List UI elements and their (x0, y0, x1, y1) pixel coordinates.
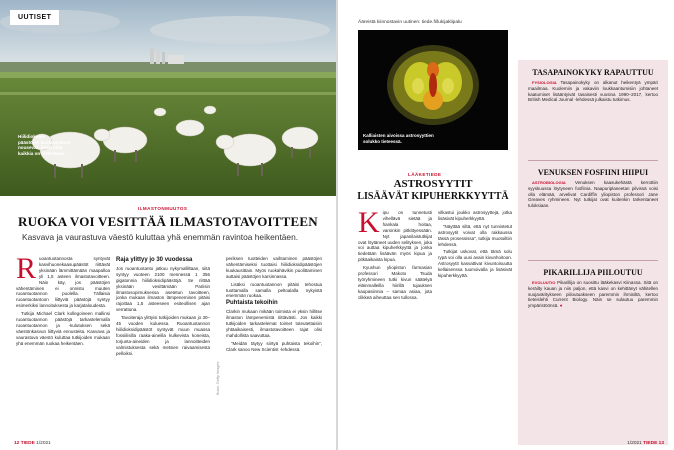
article-column-1 (16, 252, 110, 349)
sidebar-heading-2: VENUKSEN FOSFIINI HIIPUI (537, 168, 649, 177)
photo-credit: Kuva: Getty Images (216, 361, 220, 395)
subheading: Puhtaista tekoihin (226, 300, 278, 307)
sidebar-heading-1: TASAPAINOKYKY RAPAUTTUU (532, 68, 654, 77)
article-kicker: ILMASTONMUUTOS (138, 206, 188, 211)
article-headline-1: ASTROSYYTIT (393, 178, 473, 190)
sidebar-heading-3: PIKARILLIJA PIILOUTUU (543, 268, 643, 277)
sidebar-paragraph: Venuksen kaasukehästä kerrottiin syyskuussa löytyneen fosfiinia. Naapuriplaneetan pilvissä voisi olla elämää, arvelivat Cardiffin yliopiston professori Jane Greaves ryhmineen. Nyt tutkijat ovat kuitenkin tarkentaneet tuloksiaan. (528, 180, 658, 209)
end-bullet-icon: ● (559, 303, 563, 309)
sidebar-keyword: FYSIOLOGIA (532, 80, 557, 85)
subheading: Raja ylittyy jo 30 vuodessa (116, 257, 193, 263)
paragraph: “Näyttää siltä, että nyt tunnistetut astrosyytit voivat olla rakkaussa tässä prosessissa”, tutkija muotoiltiin lehdessä. (438, 223, 512, 247)
paragraph: Lisäksi ruoantuotannon pitäisi tehostua tuottamalla samalla peltoalalla nykyistä enemmän ruokaa. (226, 281, 322, 299)
article-column-2 (438, 210, 512, 281)
paragraph: Tavoiteraja ylittyisi tutkijoiden mukaan jo 30–45 vuoden kuluessa. Ruoantuotannon hiilidioksidipäästöt syntyvät muun muassa fossiilisilla raaka-aineilla kulkevista koneista, torjunta-aineiden ja lannoitteiden valmistuksesta sekä metsien raivaamisesta pelloiksi. (116, 315, 210, 356)
magazine-brand: TIEDE (643, 441, 658, 446)
page-number: 13 (658, 441, 664, 446)
article-kicker: LÄÄKETIEDE (408, 172, 442, 177)
sidebar-keyword: ASTROBIOLOGIA (532, 180, 566, 185)
paragraph: periksen tuotteiden vaihtaminen päästöjen vähentämiseksi tuottaisi hiilidioksidipäästöjen kuukausittain. Myös ruokahävikin puolittaminen auttaisi päästöjen karsinnassa. (226, 256, 322, 279)
article-headline: RUOKA VOI VESITTÄÄ ILMASTOTAVOITTEEN (18, 214, 318, 229)
top-caption: Ääreistä kiinnostavin uutinen: tiede.fi/lukijaklipalu (358, 20, 462, 25)
article-headline-2: LISÄÄVÄT KIPUHERKKYYTTÄ (357, 191, 509, 202)
hero-photo (0, 0, 336, 196)
footer-left (14, 441, 51, 446)
brain-caption: Kalliaisten aivoissa astrosyyttien solukko tieteessä. (363, 133, 434, 144)
section-tag: UUTISET (10, 10, 59, 25)
hero-caption: Hiilidioksidi- päästöjen kustannukset nousevat, joten niitä kaikkia on laskettava. (18, 134, 71, 156)
paragraph: Kyushun yliopiston farmasian professori Makoto Tsuda työryhmineen tutki kivun säätelyä eläinmalleilla hiirillä tujauksen kaupasiinnia – samaa asiaa, jota clikkeä aiheuttaa sen tullossa. (358, 265, 432, 300)
news-sidebar (518, 60, 668, 445)
paragraph: uoantuotannosta syntyvät kasvihuonekaasupäästöt riittävät yksinään lämmittämään maapalloa yli 1,5 asteen ilmastotavoitteen. Näin käy, jos päästöjen vähentäminen ei onnistu muuten ruoantuotannon puolella. Tällaisia ruoantuotantoon liittyviä päästöjä syntyy esimerkiksi lannoituksesta ja karjataloudesta. (16, 256, 110, 309)
pasture-image (0, 0, 336, 196)
dropcap: R (16, 252, 37, 285)
paragraph: vilkastui joukko astrosyyttejä, jotka lisäsivät kipuherkkyyttä. (438, 210, 512, 221)
sidebar-paragraph: Pikarillija on suosittu lääkekasvi Kiinassa. Sitä on keräilty kauan ja niin paljon, että kasvi on kehittänyt vähitellen suojaväritykseen piiloutuakseen paremmin ihmisiltä, kertoo tieteislehti Current Biology. Näin se sulautuu paremmin ympäristöönsä. (528, 280, 658, 309)
magazine-brand: TIEDE (20, 441, 35, 446)
sidebar-text-1 (528, 80, 658, 105)
article-column-2 (116, 256, 210, 359)
sidebar-divider (528, 160, 658, 161)
sidebar-text-3 (528, 280, 658, 311)
article-column-3 (226, 256, 322, 355)
brain-image (358, 30, 508, 150)
paragraph: Tutkija Michael Clark kollegoineen mallinsi ruoantuotannon päästöjä tarkastelemalla ruoantuotannon ja -kulutuksen sekä väestönkasvun liittyviä ennusteita. Kasvava ja vaurastuva väestö kuluttaa tutkijoiden mukaan yhä enemmän ruokaa heikentäen. (16, 311, 110, 346)
sidebar-divider (528, 260, 658, 261)
paragraph: ipu on tunnetusti vihellävä sietää ja hankala hoitaa, varsinkin pitkittyessään. Nyt japanilaistutkijat ovat löytäneet uuden selityksen, joka voi auttaa kipuherkkyyttä ja jonka tiedetään lisäävän myös kipua ja pitkäaikaista kipua. (358, 210, 432, 263)
dropcap: K (358, 206, 380, 239)
article-lead: Kasvava ja vaurastuva väestö kuluttaa yhä enemmän ravintoa heikentäen. (22, 232, 299, 242)
right-page (338, 0, 674, 450)
issue-number: 1/2021 (627, 441, 642, 446)
footer-right (627, 441, 664, 446)
paragraph: Clarkin mukaan mikään toimista ei yksin hillitse ilmaston lämpenemistä riittävästi. Jos kaikki tutkijoiden tarkastelemat toimet toteutettaisiin yhtäaikaisesti, ilmastotavoitteen rajat olisi mahdollista saavuttaa. (226, 309, 322, 338)
left-page (0, 0, 336, 450)
issue-number: 1/2021 (36, 441, 51, 446)
astrocyte-micrograph (358, 30, 508, 150)
sidebar-text-2 (528, 180, 658, 211)
page-number: 12 (14, 441, 20, 446)
paragraph: Tutkijat uskovat, että tämä solu rypä voi olla uusi avain kivunhoitoon. Astrosyytit kasvattivat kivuntoisuutta kellaisenssa tuumoivalla ja lisäsivät kipuherkkyyttä. (438, 249, 512, 279)
sidebar-paragraph: Tasapainokyky on alkanut heikentyä ympäri maailmaa. Kuolemiin ja vakaviin loukkaantumisiin johtaneet kaatumiset lisääntyivät tasaisesti vuosina 1990–2017, kertoo British Medical Journal -lehdessä julkaistu tutkimus. (528, 80, 658, 103)
paragraph: “Meidän täytyy siirtyä puhtaista tekoihin”, Clark sanoo New Scientist -lehdessä. (226, 340, 322, 352)
article-column-1 (358, 206, 432, 303)
paragraph: Jos ruoantuotanto jatkuu nykymalliltaan, siitä syntyy vuoteen 2100 mennessä 1 356 gigatonnia hiilidioksidipäästöjä. Se riittää yksinään vesittämään Pariisin ilmastosopimuksessa asetetun tavoitteen, jonka mukaan ilmaston lämpeneminen pitäisi rajoittaa 1,5 asteeseen esiteollisen ajan verrattuna. (116, 265, 210, 313)
sidebar-keyword: EVOLUUTIO (532, 280, 556, 285)
